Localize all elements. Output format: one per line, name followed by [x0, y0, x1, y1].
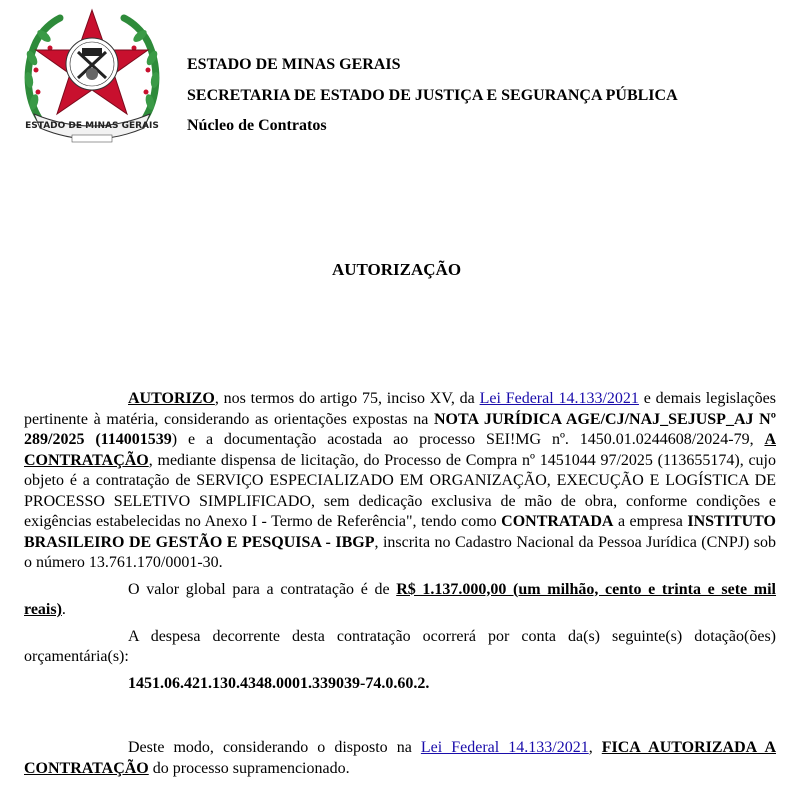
contratada-keyword: CONTRATADA: [501, 513, 614, 530]
document-title: AUTORIZAÇÃO: [331, 260, 462, 279]
paragraph-authorization: AUTORIZO, nos termos do artigo 75, inciso XV, da Lei Federal 14.133/2021 e demais legislações pertinente à matéria, considerando as orientações expostas na NOTA JURÍDICA AGE/CJ/NAJ_SEJUSP_AJ Nº 289/2025 (114001539) e a documentação acostada ao processo SEI!MG nº. 1450.01.0244608/2024-79, A CONTRATAÇÃO, mediante dispensa de licitação, do Processo de Compra nº 1451044 97/2025 (113655174), cujo objeto é a contratação de SERVIÇO ESPECIALIZADO EM ORGANIZAÇÃO, EXECUÇÃO E LOGÍSTICA DE PROCESSO SELETIVO SIMPLIFICADO, sem dedicação exclusiva de mão de obra, conforme condições e exigências estabelecidas no Anexo I - Termo de Referência", tendo como CONTRATADA a empresa INSTITUTO BRASILEIRO DE GESTÃO E PESQUISA - IBGP, inscrita no Cadastro Nacional da Pessoa Jurídica (CNPJ) sob o número 13.761.170/0001-30.: [24, 390, 777, 571]
fica-autorizada-keyword: FICA AUTORIZADA A CONTRATAÇÃO: [24, 739, 777, 777]
paragraph-expense: A despesa decorrente desta contratação ocorrerá por conta da(s) seguinte(s) dotação(ões) orçamentária(s):: [24, 627, 776, 665]
autorizo-keyword: AUTORIZO: [128, 390, 215, 407]
budget-allocation: 1451.06.421.130.4348.0001.339039-74.0.60.2.: [128, 674, 430, 692]
header-secretariat: SECRETARIA DE ESTADO DE JUSTIÇA E SEGURANÇA PÚBLICA: [187, 86, 678, 104]
header-state: ESTADO DE MINAS GERAIS: [187, 56, 401, 73]
paragraph-value: O valor global para a contratação é de R$ 1.137.000,00 (um milhão, cento e trinta e sete mil reais).: [24, 580, 777, 618]
a-contratacao-keyword: A CONTRATAÇÃO: [24, 431, 777, 469]
paragraph-conclusion: Deste modo, considerando o disposto na Lei Federal 14.133/2021, FICA AUTORIZADA A CONTRATAÇÃO do processo supramencionado.: [24, 739, 777, 777]
seal-text: ESTADO DE MINAS GERAIS: [25, 121, 159, 131]
seal-center-shield: [66, 38, 118, 90]
lei-federal-link[interactable]: Lei Federal 14.133/2021: [479, 390, 639, 407]
document-header: [187, 50, 678, 142]
contract-value: R$ 1.137.000,00 (um milhão, cento e trinta e sete mil reais): [24, 580, 777, 618]
document-body: [24, 389, 776, 779]
header-department: Núcleo de Contratos: [187, 117, 327, 134]
state-coat-of-arms-logo: [20, 8, 164, 148]
lei-federal-link-2[interactable]: Lei Federal 14.133/2021: [420, 739, 589, 756]
contractor-name: INSTITUTO BRASILEIRO DE GESTÃO E PESQUISA - IBGP: [24, 513, 776, 551]
nota-juridica: NOTA JURÍDICA AGE/CJ/NAJ_SEJUSP_AJ Nº 289/2025 (114001539: [24, 410, 777, 448]
